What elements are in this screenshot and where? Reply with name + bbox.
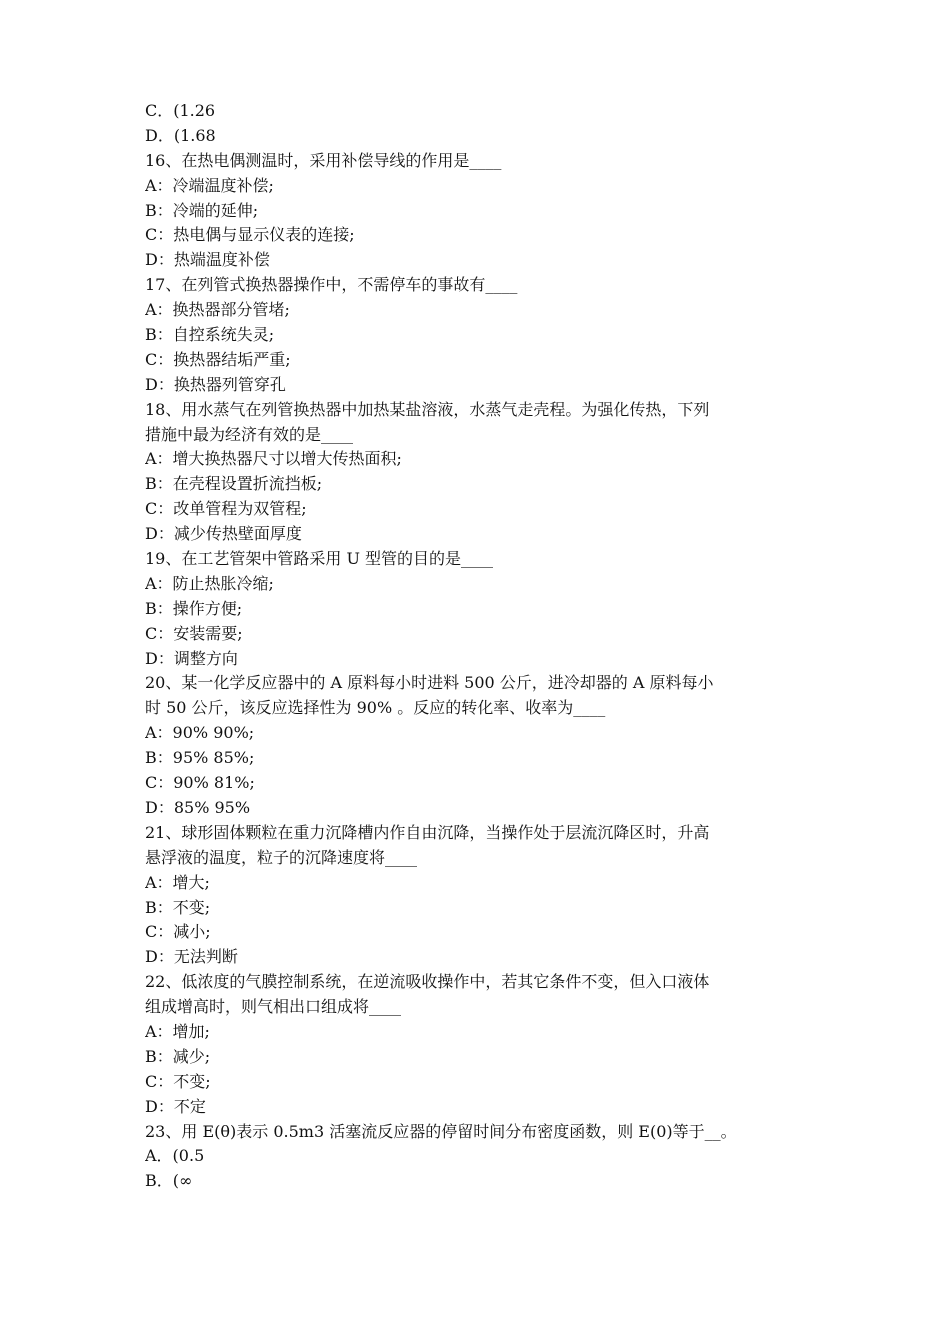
q16-option-d: D：热端温度补偿 <box>145 250 270 270</box>
q23-option-b: B．(∞ <box>145 1171 193 1191</box>
question-20-line-1: 20、某一化学反应器中的 A 原料每小时进料 500 公斤，进冷却器的 A 原料每小 <box>145 673 714 693</box>
q22-option-c: C：不变; <box>145 1071 211 1091</box>
option-c-line: C．(1.26 <box>145 101 216 120</box>
q21-option-a: A：增大; <box>145 872 210 892</box>
document-text <box>145 99 815 1194</box>
q21-option-b: B：不变; <box>145 897 211 917</box>
q18-option-c: C：改单管程为双管程; <box>145 499 307 519</box>
question-21-line-2: 悬浮液的温度，粒子的沉降速度将____ <box>145 847 418 867</box>
q19-option-c: C：安装需要; <box>145 623 243 643</box>
q21-option-c: C：减小; <box>145 922 211 942</box>
q22-option-d: D：不定 <box>145 1096 206 1116</box>
q18-option-d: D：减少传热壁面厚度 <box>145 524 302 544</box>
q20-option-d: D：85% 95% <box>145 797 251 817</box>
option-d-line: D．(1.68 <box>145 125 216 145</box>
q16-option-c: C：热电偶与显示仪表的连接; <box>145 225 355 245</box>
q19-option-d: D：调整方向 <box>145 648 238 668</box>
q23-option-a: A．(0.5 <box>145 1146 205 1166</box>
q22-option-b: B：减少; <box>145 1046 211 1066</box>
question-23: 23、用 E(θ)表示 0.5m3 活塞流反应器的停留时间分布密度函数，则 E(0)等于__。 <box>145 1121 737 1141</box>
q18-option-b: B：在壳程设置折流挡板; <box>145 474 323 494</box>
q22-option-a: A：增加; <box>145 1021 210 1041</box>
question-20-line-2: 时 50 公斤，该反应选择性为 90% 。反应的转化率、收率为____ <box>145 698 606 718</box>
question-21-line-1: 21、球形固体颗粒在重力沉降槽内作自由沉降，当操作处于层流沉降区时，升高 <box>145 822 710 842</box>
question-17: 17、在列管式换热器操作中，不需停车的事故有____ <box>145 275 518 295</box>
q20-option-b: B：95% 85%; <box>145 748 255 768</box>
q18-option-a: A：增大换热器尺寸以增大传热面积; <box>145 449 402 469</box>
q16-option-b: B：冷端的延伸; <box>145 200 259 220</box>
question-22-line-2: 组成增高时，则气相出口组成将____ <box>145 997 402 1017</box>
q16-option-a: A：冷端温度补偿; <box>145 175 274 195</box>
question-18-line-2: 措施中最为经济有效的是____ <box>145 424 354 444</box>
q20-option-a: A：90% 90%; <box>145 723 255 743</box>
q19-option-b: B：操作方便; <box>145 598 243 618</box>
question-18-line-1: 18、用水蒸气在列管换热器中加热某盐溶液，水蒸气走壳程。为强化传热，下列 <box>145 399 710 419</box>
q17-option-b: B：自控系统失灵; <box>145 325 275 345</box>
q20-option-c: C：90% 81%; <box>145 773 255 793</box>
question-22-line-1: 22、低浓度的气膜控制系统，在逆流吸收操作中，若其它条件不变，但入口液体 <box>145 972 710 992</box>
q17-option-d: D：换热器列管穿孔 <box>145 374 286 394</box>
q21-option-d: D：无法判断 <box>145 947 238 967</box>
question-16: 16、在热电偶测温时，采用补偿导线的作用是____ <box>145 150 502 170</box>
q17-option-a: A：换热器部分管堵; <box>145 300 290 320</box>
question-19: 19、在工艺管架中管路采用 U 型管的目的是____ <box>145 549 494 569</box>
q19-option-a: A：防止热胀冷缩; <box>145 573 274 593</box>
q17-option-c: C：换热器结垢严重; <box>145 349 291 369</box>
